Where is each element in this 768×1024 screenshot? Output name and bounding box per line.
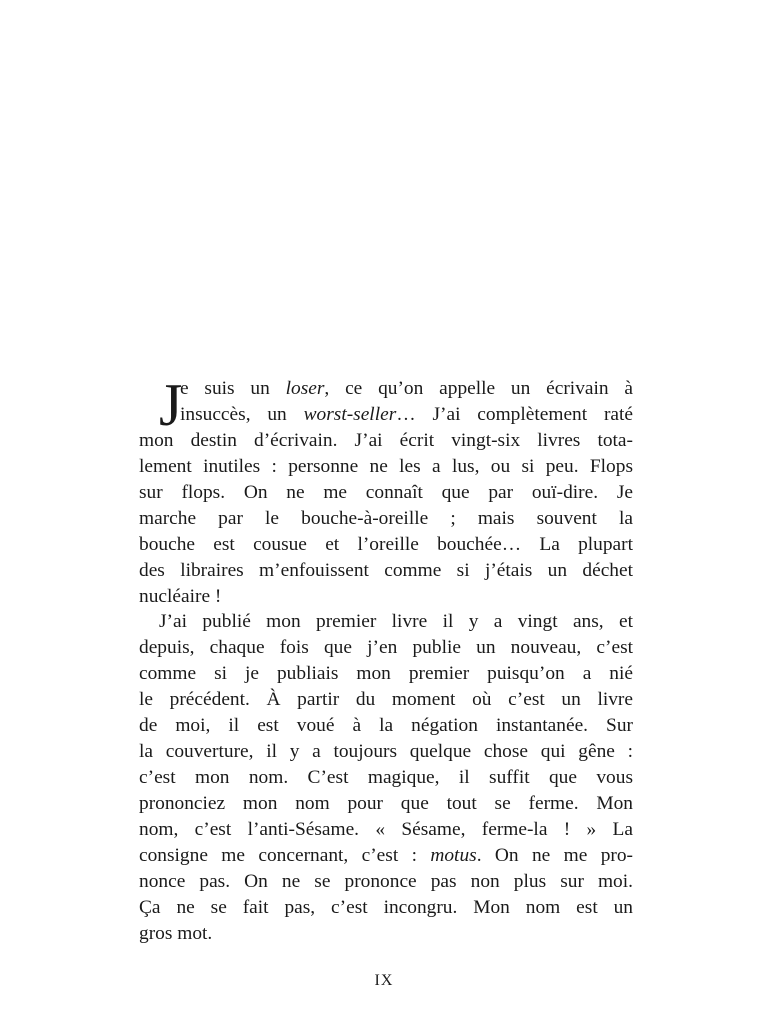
- text-line: [139, 454, 633, 480]
- text-line: [139, 584, 633, 610]
- italic-text: motus: [430, 844, 477, 866]
- text-line: [139, 687, 633, 713]
- text-run: prononciez mon nom pour que tout se ferme. Mon: [139, 793, 633, 814]
- text-run: c’est mon nom. C’est magique, il suffit que vous: [139, 767, 633, 789]
- text-run: … J’ai complètement raté: [396, 403, 634, 425]
- text-run: , ce qu’on appelle un écrivain à: [324, 378, 633, 399]
- italic-text: worst-seller: [303, 403, 397, 425]
- text-line: [139, 739, 633, 765]
- text-run: mon destin d’écrivain. J’ai écrit vingt-six livres tota-: [139, 429, 633, 451]
- text-line: [139, 843, 633, 869]
- text-run: sur flops. On ne me connaît que par ouï-dire. Je: [139, 481, 633, 503]
- text-run: de moi, il est voué à la négation instantanée. Sur: [139, 715, 633, 737]
- text-line: [139, 713, 633, 739]
- text-run: nonce pas. On ne se prononce pas non plus sur moi.: [139, 870, 633, 892]
- text-line: [139, 558, 633, 584]
- text-line: [139, 609, 633, 635]
- text-run: marche par le bouche-à-oreille ; mais souvent la: [139, 507, 633, 529]
- text-run: le précédent. À partir du moment où c’est un livre: [139, 689, 633, 711]
- text-run: lement inutiles : personne ne les a lus, ou si peu. Flops: [139, 455, 633, 477]
- text-run: . On ne me pro-: [476, 844, 634, 866]
- text-run: insuccès, un: [180, 403, 304, 425]
- text-line: [139, 635, 633, 661]
- text-line: [139, 506, 633, 532]
- text-line: [139, 376, 633, 402]
- text-run: e suis un: [180, 378, 286, 399]
- text-line: [139, 921, 633, 947]
- text-line: [139, 661, 633, 687]
- text-line: [139, 428, 633, 454]
- text-run: consigne me concernant, c’est :: [139, 844, 431, 866]
- paragraph: [139, 372, 634, 609]
- text-run: J’ai publié mon premier livre il y a vingt ans, et: [159, 611, 633, 633]
- drop-cap: J: [159, 372, 183, 438]
- text-run: nucléaire !: [139, 585, 222, 607]
- text-run: gros mot.: [139, 922, 213, 944]
- paragraphs: [139, 372, 634, 947]
- text-run: des libraires m’enfouissent comme si j’étais un déchet: [139, 559, 633, 581]
- text-line: [139, 895, 633, 921]
- text-run: bouche est cousue et l’oreille bouchée… La plupart: [139, 533, 633, 555]
- body-text: [139, 372, 634, 947]
- text-line: [139, 869, 633, 895]
- text-run: comme si je publiais mon premier puisqu’on a nié: [139, 663, 633, 685]
- paragraph: [139, 609, 633, 946]
- page-number: IX: [374, 972, 394, 989]
- text-line: [139, 791, 633, 817]
- text-run: nom, c’est l’anti-Sésame. « Sésame, ferme-la ! » La: [139, 818, 633, 840]
- text-line: [139, 817, 633, 843]
- text-run: depuis, chaque fois que j’en publie un nouveau, c’est: [139, 637, 633, 659]
- text-line: [139, 480, 633, 506]
- text-run: Ça ne se fait pas, c’est incongru. Mon nom est un: [139, 896, 633, 918]
- text-line: [139, 532, 633, 558]
- italic-text: loser: [285, 378, 325, 399]
- text-run: la couverture, il y a toujours quelque chose qui gêne :: [139, 741, 633, 763]
- text-line: [139, 765, 633, 791]
- text-line: [139, 402, 633, 428]
